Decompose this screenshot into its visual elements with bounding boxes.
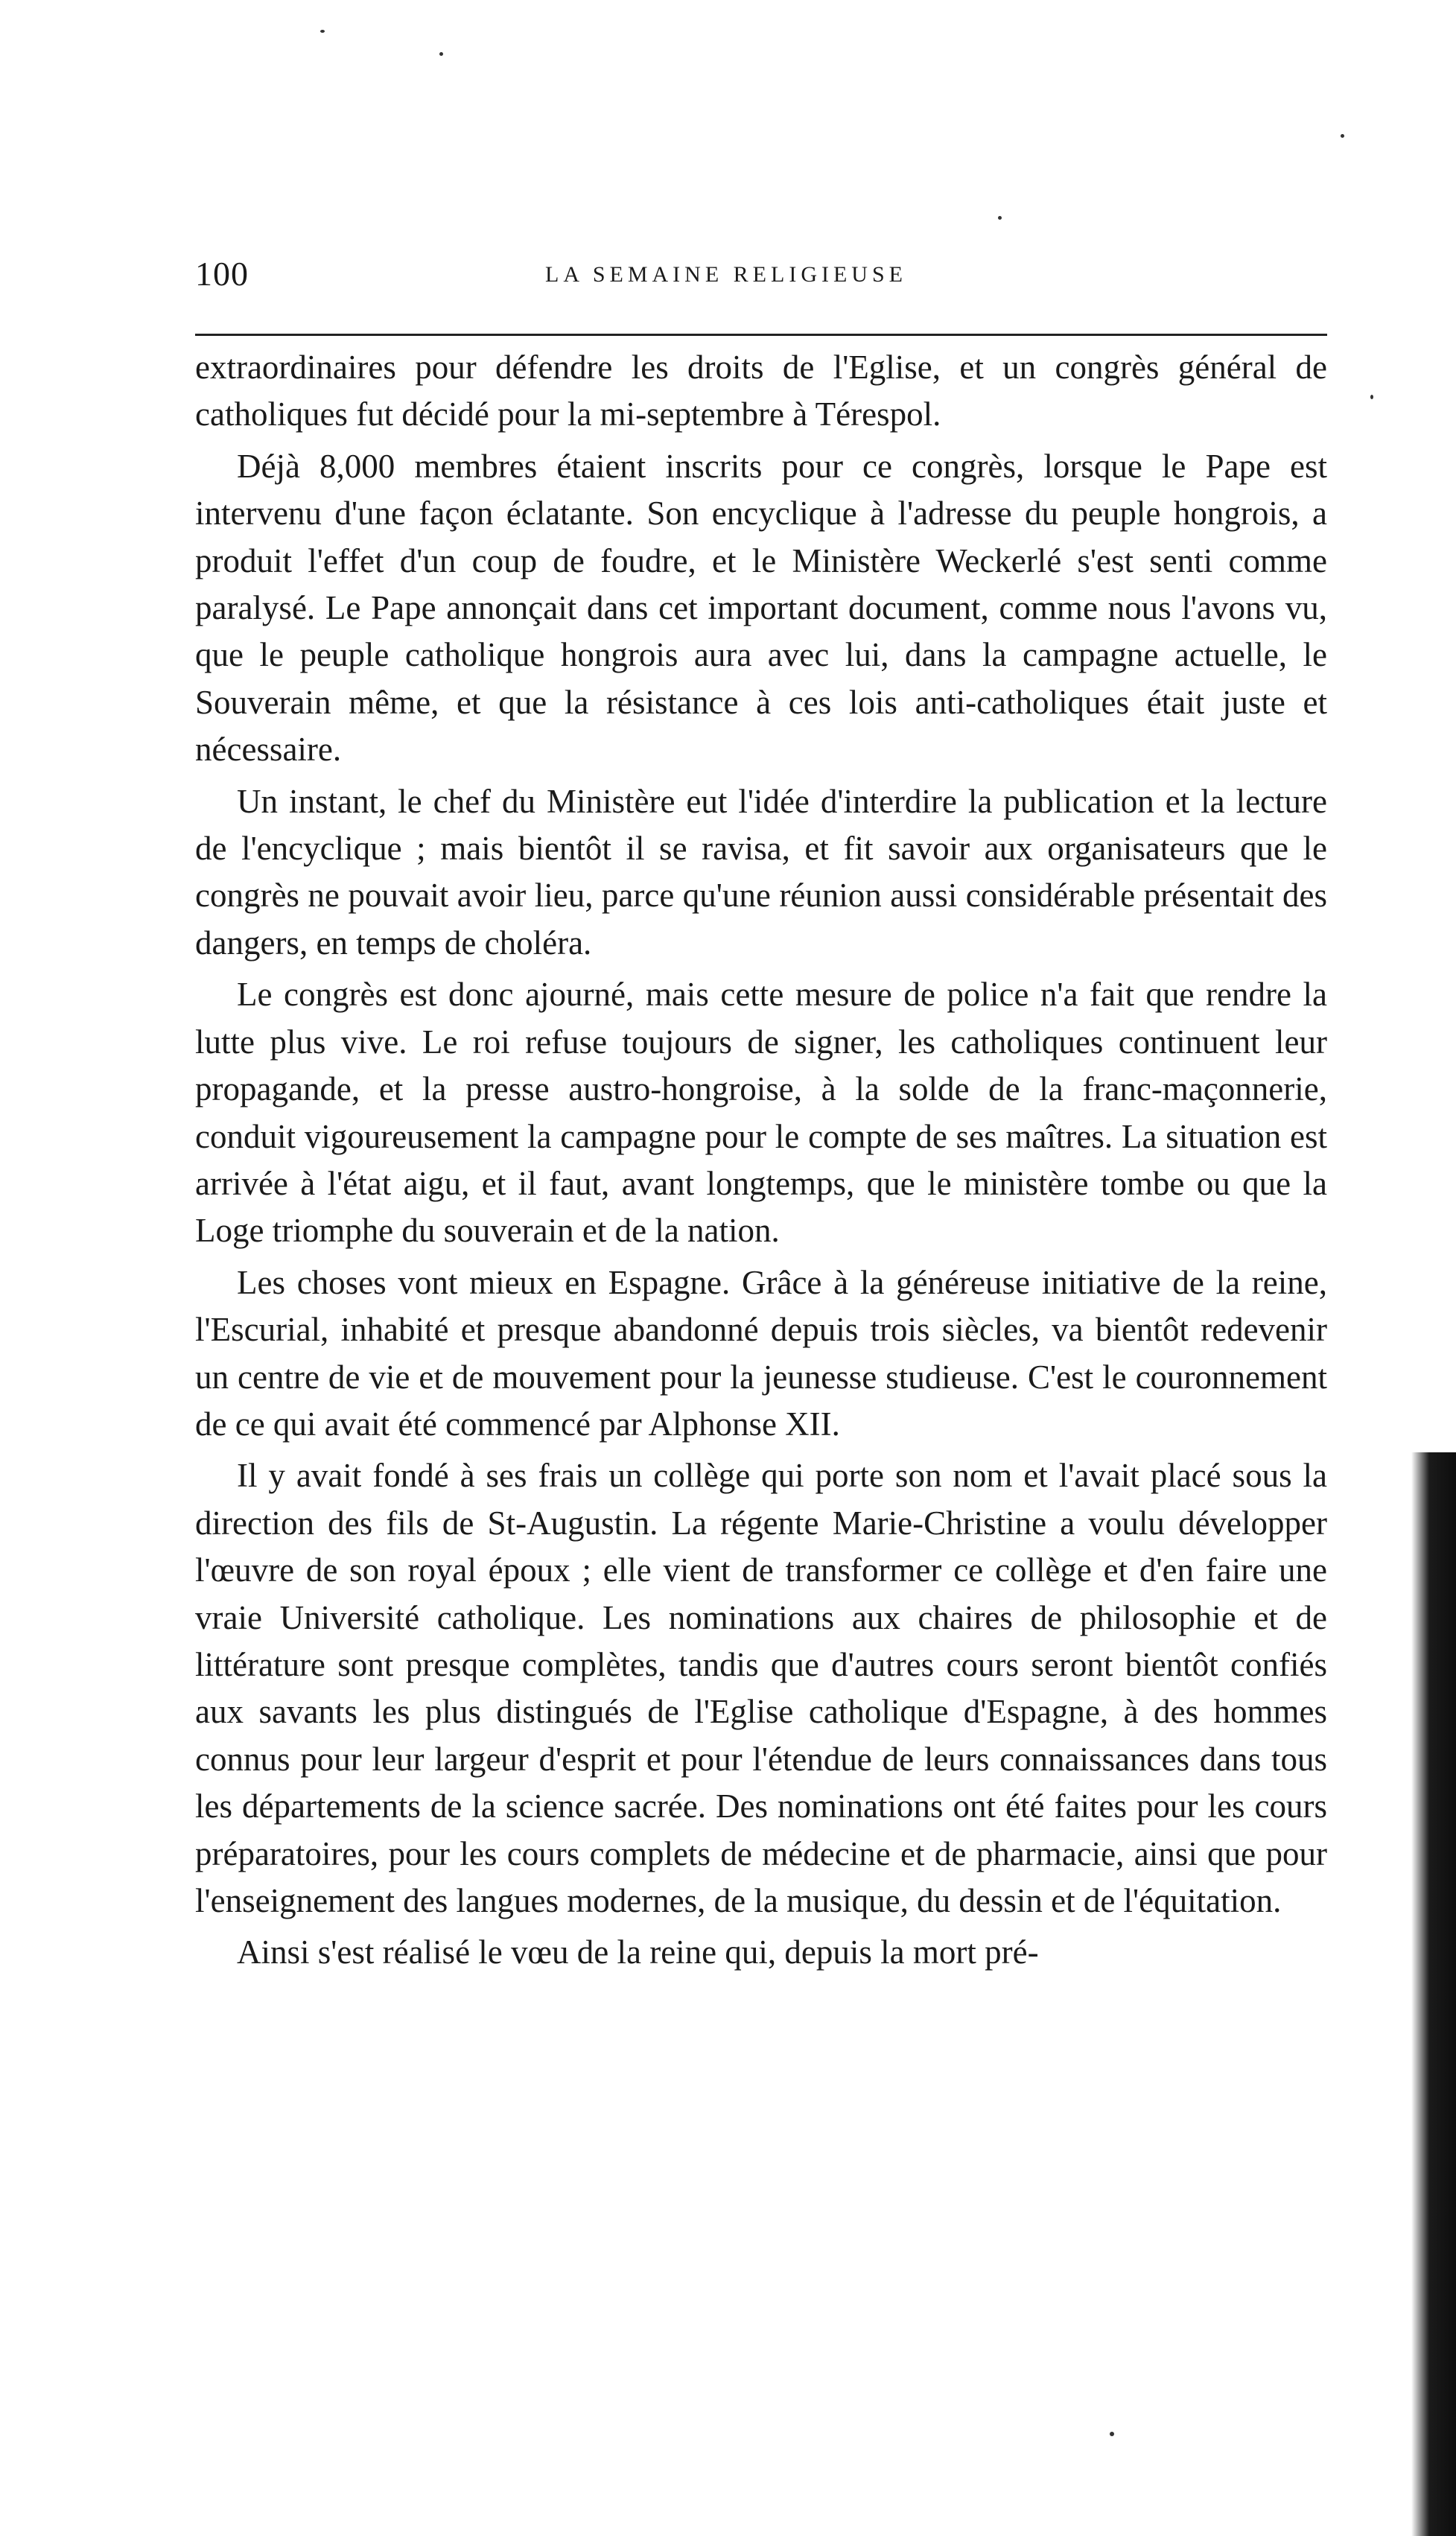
scan-speck <box>1110 2432 1114 2436</box>
paragraph: Un instant, le chef du Ministère eut l'idée d'interdire la publication et la lecture de l'encyclique ; mais bientôt il se ravisa, et fit savoir aux organisateurs que le congrès ne pouvait avoir lieu, parce qu'une réunion aussi considérable présentait des dangers, en temps de choléra. <box>195 782 1327 962</box>
paragraph-continued: extraordinaires pour défendre les droits de l'Eglise, et un congrès général de catholiques fut décidé pour la mi-septembre à Térespol. <box>195 349 1327 433</box>
paragraph: Les choses vont mieux en Espagne. Grâce à la généreuse initiative de la reine, l'Escurial, inhabité et presque abandonné depuis trois siècles, va bientôt redevenir un centre de vie et de mouvement pour la jeunesse studieuse. C'est le couronnement de ce qui avait été commencé par Alphonse XII. <box>195 1263 1327 1443</box>
page-header <box>195 252 1327 296</box>
body-text <box>195 344 1327 1981</box>
scan-speck <box>1341 134 1344 138</box>
running-title: LA SEMAINE RELIGIEUSE <box>545 262 907 287</box>
paragraph: Il y avait fondé à ses frais un collège qui porte son nom et l'avait placé sous la direction des fils de St-Augustin. La régente Marie-Christine a voulu développer l'œuvre de son royal époux ; elle vient de transformer ce collège et d'en faire une vraie Université catholique. Les nominations aux chaires de philosophie et de littérature sont presque complètes, tandis que d'autres cours seront bientôt confiés aux savants les plus distingués de l'Eglise catholique d'Espagne, à des hommes connus pour leur largeur d'esprit et pour l'étendue de leurs connaissances dans tous les départements de la science sacrée. Des nominations ont été faites pour les cours préparatoires, pour les cours complets de médecine et de pharmacie, ainsi que pour l'enseignement des langues modernes, de la musique, du dessin et de l'équitation. <box>195 1457 1327 1919</box>
scan-speck <box>998 216 1002 220</box>
scan-dark-edge <box>1411 1452 1456 2536</box>
scan-speck <box>1370 395 1373 399</box>
paragraph: Le congrès est donc ajourné, mais cette mesure de police n'a fait que rendre la lutte plus vive. Le roi refuse toujours de signer, les catholiques continuent leur propagande, et la presse austro-hongroise, à la solde de la franc-maçonnerie, conduit vigoureusement la campagne pour le compte de ses maîtres. La situation est arrivée à l'état aigu, et il faut, avant longtemps, que le ministère tombe ou que la Loge triomphe du souverain et de la nation. <box>195 976 1327 1250</box>
scan-speck <box>320 30 325 33</box>
scan-speck <box>439 52 443 56</box>
paragraph-final: Ainsi s'est réalisé le vœu de la reine qui, depuis la mort pré- <box>237 1933 1039 1971</box>
page-number: 100 <box>195 255 249 293</box>
paragraph: Déjà 8,000 membres étaient inscrits pour ce congrès, lorsque le Pape est intervenu d'une façon éclatante. Son encyclique à l'adresse du peuple hongrois, a produit l'effet d'un coup de foudre, et le Ministère Weckerlé s'est senti comme paralysé. Le Pape annonçait dans cet important document, comme nous l'avons vu, que le peuple catholique hongrois aura avec lui, dans la campagne actuelle, le Souverain même, et que la résistance à ces lois anti-catholiques était juste et nécessaire. <box>195 447 1327 769</box>
header-rule <box>195 334 1327 336</box>
